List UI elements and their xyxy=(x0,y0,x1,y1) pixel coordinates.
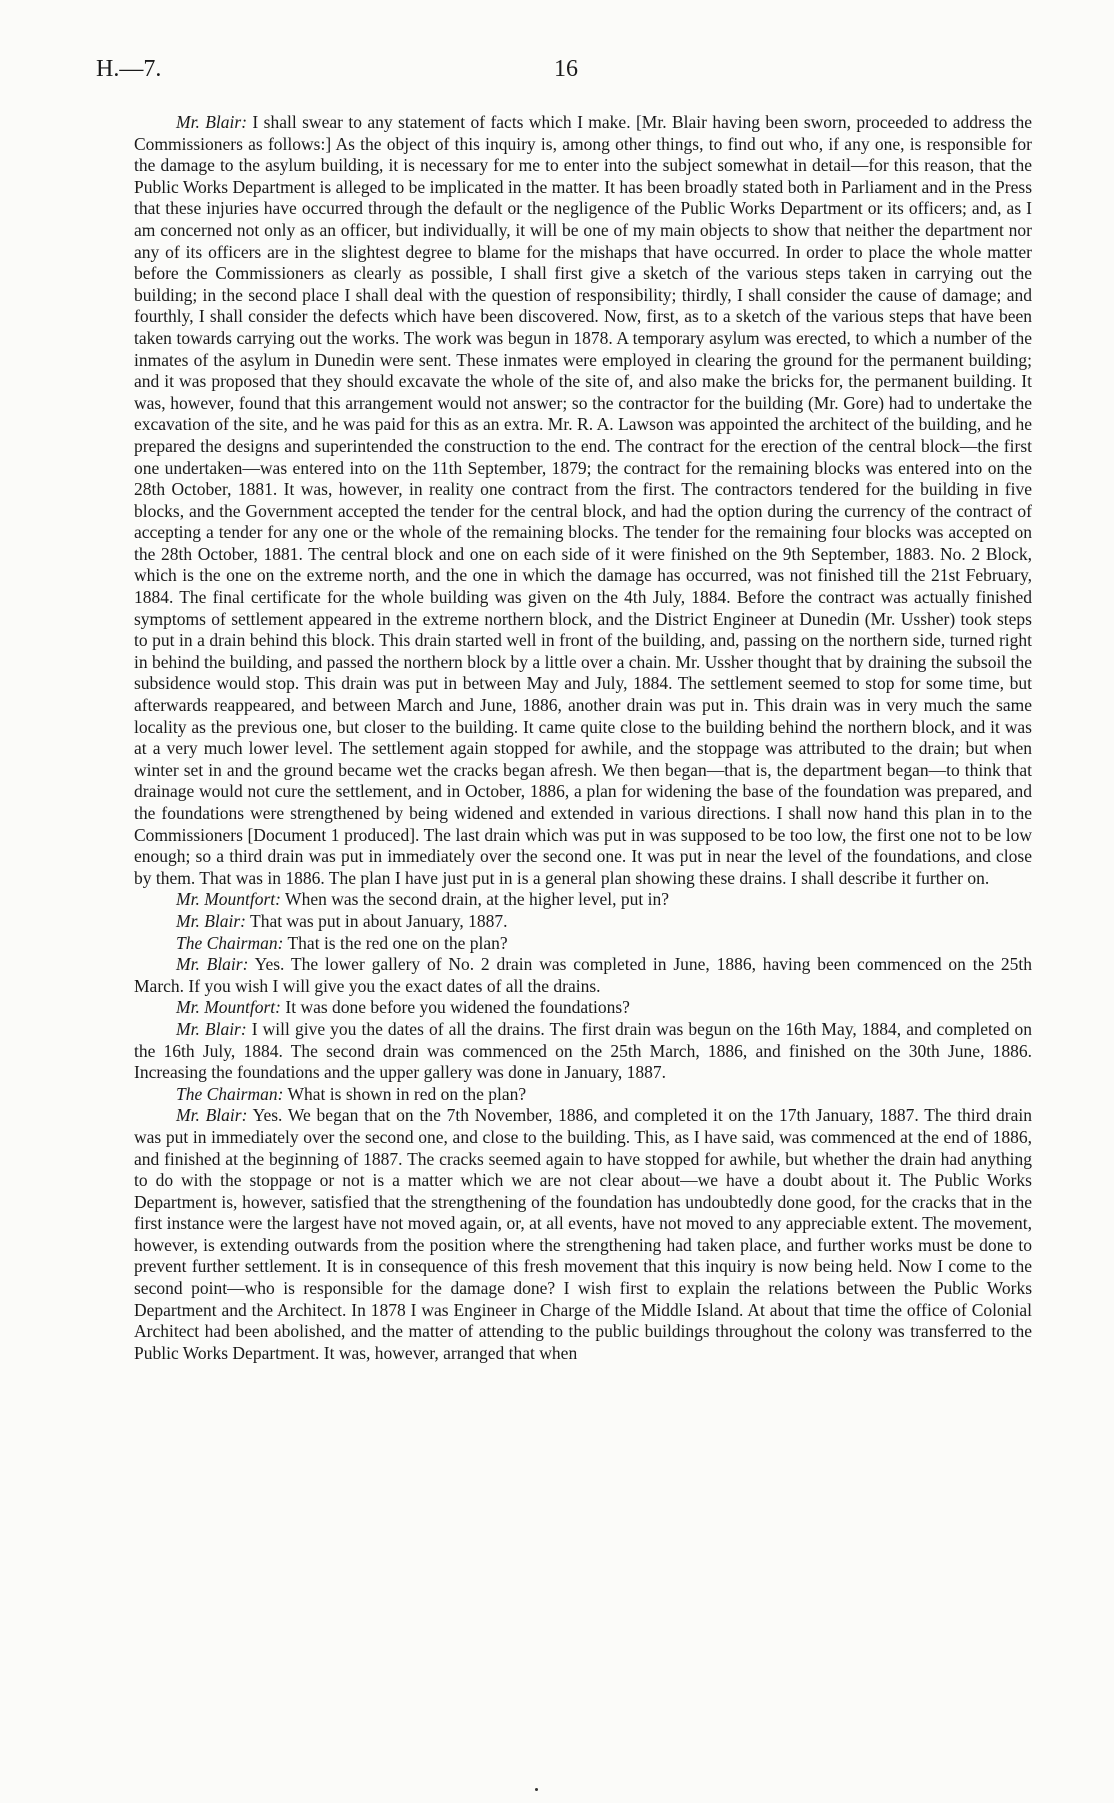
paragraph-text: What is shown in red on the plan? xyxy=(283,1083,527,1104)
paragraph-text: I shall swear to any statement of facts which I make. [Mr. Blair having been sworn, proceeded to address the Commissioners as follows:] As the object of this inquiry is, among other things, to find out who, if any one, is responsible for the damage to the asylum building, it is necessary for me to enter into the subject somewhat in detail—for this reason, that the Public Works Department is alleged to be implicated in the matter. It has been broadly stated both in Parliament and in the Press that these injuries have occurred through the default or the negligence of the Public Works Department or its officers; and, as I am concerned not only as an officer, but individually, it will be one of my main objects to show that neither the department nor any of its officers are in the slightest degree to blame for the mishaps that have occurred. In order to place the whole matter before the Commissioners as clearly as possible, I shall first give a sketch of the various steps taken in carrying out the building; in the second place I shall deal with the question of responsibility; thirdly, I shall consider the cause of damage; and fourthly, I shall consider the defects which have been discovered. Now, first, as to a sketch of the various steps that have been taken towards carrying out the works. The work was begun in 1878. A temporary asylum was erected, to which a number of the inmates of the asylum in Dunedin were sent. These inmates were employed in clearing the ground for the permanent building; and it was proposed that they should excavate the whole of the site of, and also make the bricks for, the permanent building. It was, however, found that this arrangement would not answer; so the contractor for the building (Mr. Gore) had to undertake the excavation of the site, and he was paid for this as an extra. Mr. R. A. Lawson was appointed the architect of the building, and he prepared the designs and superintended the construction to the end. The contract for the erection of the central block—the first one undertaken—was entered into on the 11th September, 1879; the contract for the remaining blocks was entered into on the 28th October, 1881. It was, however, in reality one contract from the first. The contractors tendered for the building in five blocks, and the Government accepted the tender for the central block, and had the option during the currency of the contract of accepting a tender for any one or the whole of the remaining blocks. The tender for the remaining four blocks was accepted on the 28th October, 1881. The central block and one on each side of it were finished on the 9th September, 1883. No. 2 Block, which is the one on the extreme north, and the one in which the damage has occurred, was not finished till the 21st February, 1884. The final certificate for the whole building was given on the 4th July, 1884. Before the contract was actually finished symptoms of settlement appeared in the extreme northern block, and the District Engineer at Dunedin (Mr. Ussher) took steps to put in a drain behind this block. This drain started well in front of the building, and, passing on the northern side, turned right in behind the building, and passed the northern block by a little over a chain. Mr. Ussher thought that by draining the subsoil the subsidence would stop. This drain was put in between May and July, 1884. The settlement seemed to stop for some time, but afterwards reappeared, and between March and June, 1886, another drain was put in. This drain was in very much the same locality as the previous one, but closer to the building. It came quite close to the building behind the northern block, and it was at a very much lower level. The settlement again stopped for awhile, and the stoppage was attributed to the drain; but when winter set in and the ground became wet the cracks began afresh. We then began—that is, the department began—to think that drainage would not cure the settlement, and in October, 1886, a plan for widening the base of the foundation was prepared, and the foundations were strengthened by being widened and extended in various directions. I shall now hand this plan in to the Commissioners [Document 1 produced]. The last drain which was put in was supposed to be too low, the first one not to be low enough; so a third drain was put in immediately over the second one. It was put in near the level of the foundations, and close by them. That was in 1886. The plan I have just put in is a general plan showing these drains. I shall describe it further on. xyxy=(134,112,1032,888)
speaker-name: Mr. Mountfort: xyxy=(176,889,281,910)
document-reference: H.—7. xyxy=(96,56,162,82)
paragraph-text: That is the red one on the plan? xyxy=(283,932,508,953)
speaker-name: Mr. Blair: xyxy=(176,954,249,975)
paragraph xyxy=(134,911,1032,933)
paragraph-text: I will give you the dates of all the drains. The first drain was begun on the 16th May, 1884, and completed on the 16th July, 1884. The second drain was commenced on the 25th March, 1886, and finished on the 30th June, 1886. Increasing the foundations and the upper gallery was done in January, 1887. xyxy=(134,1018,1033,1083)
paragraph xyxy=(134,954,1032,997)
paragraph xyxy=(134,933,1032,955)
speaker-name: Mr. Blair: xyxy=(176,1018,247,1039)
document-body xyxy=(134,112,1032,1364)
paragraph xyxy=(134,1105,1032,1364)
page-number: 16 xyxy=(554,56,578,82)
speaker-name: Mr. Mountfort: xyxy=(176,997,281,1018)
paragraph-text: Yes. The lower gallery of No. 2 drain was completed in June, 1886, having been commenced on the 25th March. If you wish I will give you the exact dates of all the drains. xyxy=(134,954,1032,996)
paragraph-text: It was done before you widened the foundations? xyxy=(281,997,630,1018)
paragraph-text: That was put in about January, 1887. xyxy=(246,910,508,931)
footer-dot-mark xyxy=(535,1788,538,1791)
speaker-name: Mr. Blair: xyxy=(176,112,248,132)
paragraph xyxy=(134,889,1032,911)
paragraph xyxy=(134,1019,1032,1084)
paragraph xyxy=(134,997,1032,1019)
paragraph xyxy=(134,112,1032,889)
speaker-name: Mr. Blair: xyxy=(176,1105,248,1126)
speaker-name: Mr. Blair: xyxy=(176,910,246,931)
paragraph xyxy=(134,1084,1032,1106)
page-header xyxy=(96,56,1036,88)
speaker-name: The Chairman: xyxy=(176,932,284,953)
speaker-name: The Chairman: xyxy=(176,1083,284,1104)
paragraph-text: When was the second drain, at the higher level, put in? xyxy=(281,889,669,910)
paragraph-text: Yes. We began that on the 7th November, 1886, and completed it on the 17th January, 1887. The third drain was put in immediately over the second one, and close to the building. This, as I have said, was commenced at the end of 1886, and finished at the beginning of 1887. The cracks seemed again to have stopped for awhile, but whether the drain had anything to do with the stoppage or not is a matter which we are not clear about—we have a doubt about it. The Public Works Department is, however, satisfied that the strengthening of the foundation has undoubtedly done good, for the cracks that in the first instance were the largest have not moved again, or, at all events, have not moved to any appreciable extent. The movement, however, is extending outwards from the position where the strengthening had taken place, and further works must be done to prevent further settlement. It is in consequence of this fresh movement that this inquiry is now being held. Now I come to the second point—who is responsible for the damage done? I wish first to explain the relations between the Public Works Department and the Architect. In 1878 I was Engineer in Charge of the Middle Island. At about that time the office of Colonial Architect had been abolished, and the matter of attending to the public buildings throughout the colony was transferred to the Public Works Department. It was, however, arranged that when xyxy=(134,1105,1032,1363)
